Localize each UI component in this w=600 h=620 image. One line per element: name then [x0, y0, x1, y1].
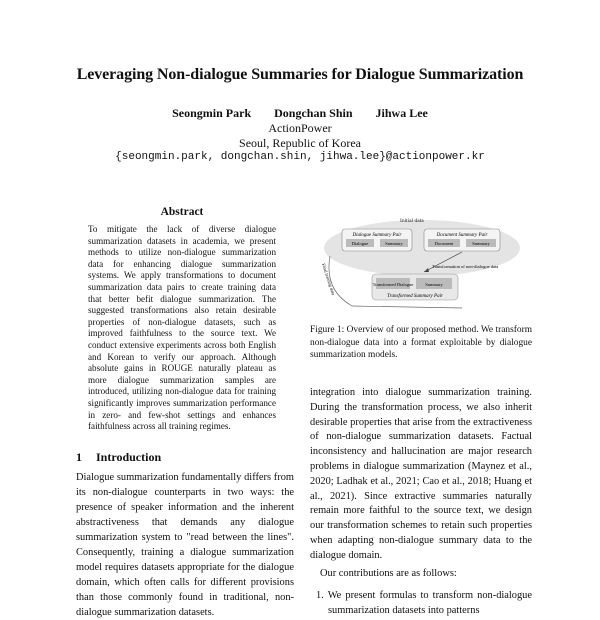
abstract-text: To mitigate the lack of diverse dialogue summarization datasets in academia, we present methods to utilize non-dialogue summarization data for enhancing dialogue summarization systems. We apply transformations to document summarization data pairs to create training data that better befit dialogue summarization. The suggested transformations also retain desirable properties of non-dialogue datasets, such as improved faithfulness to the source text. We conduct extensive experiments across both English and Korean to verify our approach. Although absolute gains in ROUGE naturally plateau as more dialogue summarization samples are introduced, utilizing non-dialogue data for training significantly improves summarization performance in zero- and few-shot settings and enhances faithfulness across all training regimes. — [88, 224, 276, 432]
section-number: 1 — [76, 450, 82, 464]
transform-label: Transformation of non-dialogue data — [432, 264, 499, 269]
author-name: Seongmin Park — [172, 106, 252, 120]
summary-label: Summary — [385, 241, 403, 246]
right-column-text — [310, 386, 532, 619]
paragraph: Our contributions are as follows: — [320, 567, 457, 579]
transformed-pair-label: Transformed Summary Pair — [387, 294, 443, 299]
initial-data-label: Initial data — [400, 218, 424, 224]
dialogue-pair-label: Dialogue Summary Pair — [352, 233, 402, 238]
author-name: Dongchan Shin — [274, 106, 353, 120]
section-title: Introduction — [96, 450, 162, 464]
dialogue-label: Dialogue — [351, 241, 369, 246]
document-label: Document — [434, 241, 454, 246]
document-pair-label: Document Summary Pair — [436, 233, 488, 238]
author-list — [0, 106, 600, 121]
overview-figure — [312, 210, 522, 314]
list-item: 1. We present formulas to transform non-dialogue summarization datasets into patterns — [316, 590, 532, 617]
paragraph: integration into dialogue summarization training. During the transformation process, we also inherit desirable properties that arise from the extractiveness of non-dialogue summarization datasets. Factual inconsistency and hallucination are major research problems in dialogue summarization (Maynez et al., 2020; Ladhak et al., 2021; Cao et al., 2018; Huang et al., 2021). Since extractive summaries naturally remain more faithful to the source text, we design our transformation schemes to retain such properties when adapting non-dialogue summary data to the dialogue domain. — [310, 387, 532, 561]
author-name: Jihwa Lee — [375, 106, 428, 120]
paper-title: Leveraging Non-dialogue Summaries for Dialogue Summarization — [76, 66, 524, 83]
figure-caption: Figure 1: Overview of our proposed method. We transform non-dialogue data into a format exploitable by dialogue summarization models. — [310, 325, 532, 360]
location: Seoul, Republic of Korea — [239, 136, 361, 150]
transformed-dialogue-label: Transformed Dialogue — [372, 282, 414, 287]
final-data-label: Final training data — [321, 262, 337, 296]
introduction-text: Dialogue summarization fundamentally differs from its non-dialogue counterparts in two ways: the presence of speaker information and the inherent abstractiveness that demands any dialogue summarization system to "read between the lines". Consequently, training a dialogue summarization model requires datasets appropriate for the dialogue domain, which often calls for different provisions than those commonly found in traditional, non-dialogue summarization datasets. — [76, 472, 294, 618]
author-emails: {seongmin.park, dongchan.shin, jihwa.lee}@actionpower.kr — [115, 151, 485, 163]
affiliation: ActionPower — [268, 121, 332, 135]
abstract-heading: Abstract — [160, 206, 204, 218]
transformed-summary-label: Summary — [425, 282, 443, 287]
section-heading — [76, 450, 161, 465]
summary-label: Summary — [472, 241, 490, 246]
